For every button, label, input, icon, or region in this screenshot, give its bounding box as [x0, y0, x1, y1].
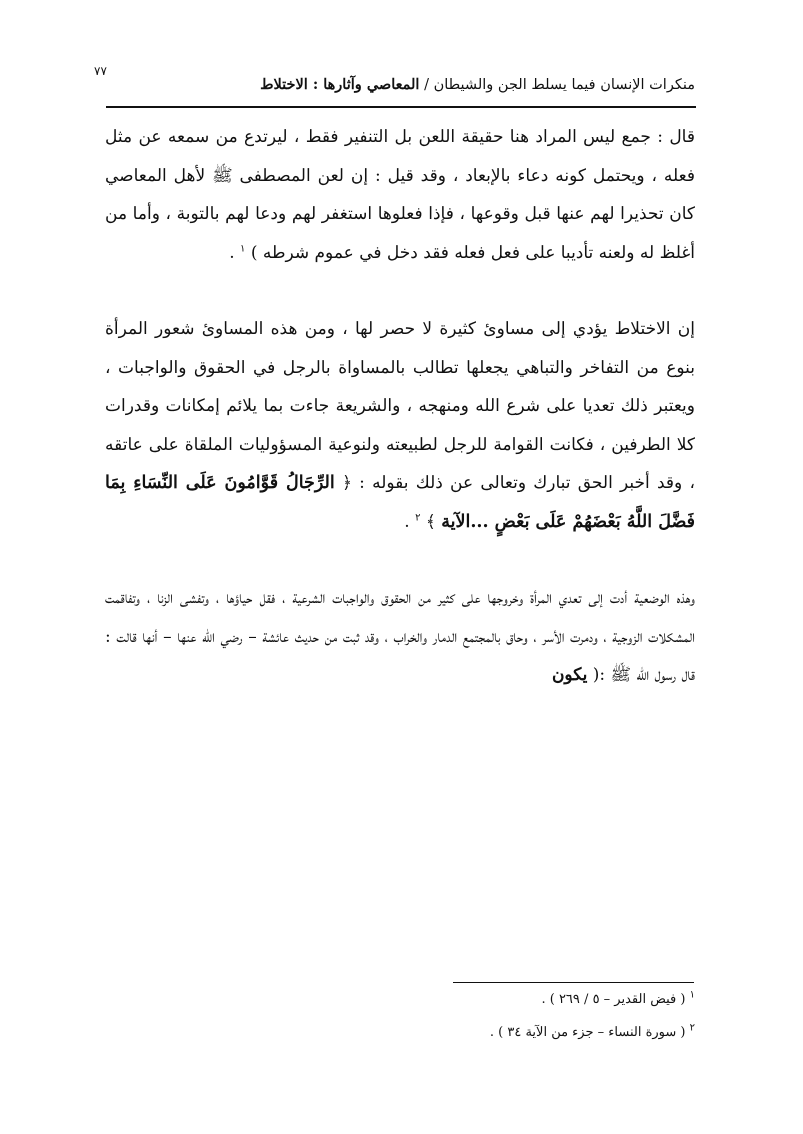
paragraph-3-text: وهذه الوضعية أدت إلى تعدي المرأة وخروجها على كثير من الحقوق والواجبات الشرعية ، فقل حياؤها ، وتفشى الزنا ، وتفاقمت المشكلات الزوجية ، ودمرت الأسر ، وحاق بالمجتمع الدمار والخراب ، وقد ثبت من حديث عائشة – رضي الله عنها – أنها قالت : قال رسول الله ﷺ :(: [105, 588, 695, 685]
footnote-2-number: ٢: [689, 1022, 695, 1034]
paragraph-2-text: إن الاختلاط يؤدي إلى مساوئ كثيرة لا حصر لها ، ومن هذه المساوئ شعور المرأة بنوع من التفاخر والتباهي يجعلها تطالب بالمساواة بالرجل في الحقوق والواجبات ، ويعتبر ذلك تعديا على شرع الله ومنهجه ، والشريعة جاءت بما يلائم إمكانات وقدرات كلا الطرفين ، فكانت القوامة للرجل لطبيعته ولنوعية المسؤوليات الملقاة على عاتقه ، وقد أخبر الحق تبارك وتعالى عن ذلك بقوله : ﴿: [105, 319, 695, 493]
footnote-2: [275, 1022, 695, 1040]
quran-close-bracket: ﴾: [425, 511, 436, 532]
paragraph-1-text: قال : جمع ليس المراد هنا حقيقة اللعن بل التنفير فقط ، ليرتدع من سمعه عن مثل فعله ، ويحتمل كونه دعاء بالإبعاد ، وقد قيل : إن لعن المصطفى ﷺ لأهل المعاصي كان تحذيرا لهم عنها قبل وقوعها ، فإذا فعلوها استغفر لهم ودعا لهم بالتوبة ، وأما من أغلظ له ولعنه تأديبا على فعل فعله فقد دخل في عموم شرطه ): [105, 127, 695, 263]
paragraph-3-bold-tail: يكون: [551, 665, 588, 685]
footnote-1-text: ( فيض القدير – ٥ / ٢٦٩ ) .: [541, 992, 686, 1007]
quran-verse: الرِّجَالُ قَوَّامُونَ عَلَى النِّسَاءِ بِمَا فَضَّلَ اللَّهُ بَعْضَهُمْ عَلَى بَعْضٍ ...الآية: [105, 473, 695, 532]
header-title: منكرات الإنسان فيما يسلط الجن والشيطان /: [424, 77, 695, 93]
page-number: ٧٧: [94, 64, 107, 78]
paragraph-3: [105, 579, 695, 695]
footnote-1: [275, 989, 695, 1007]
header-rule: [106, 106, 696, 108]
running-header: [105, 76, 695, 93]
paragraph-2-end: .: [404, 511, 410, 532]
paragraph-1-end: .: [229, 242, 235, 263]
paragraph-2: [105, 310, 695, 541]
body-text: [105, 118, 695, 695]
header-section: المعاصي وآثارها : الاختلاط: [260, 76, 420, 93]
footnote-rule: [453, 982, 694, 983]
footnote-2-text: ( سورة النساء – جزء من الآية ٣٤ ) .: [489, 1025, 686, 1040]
footnote-1-number: ١: [689, 989, 695, 1001]
footnote-ref-1[interactable]: ١: [240, 242, 246, 254]
paragraph-1: [105, 118, 695, 272]
footnote-ref-2[interactable]: ٢: [415, 511, 421, 523]
